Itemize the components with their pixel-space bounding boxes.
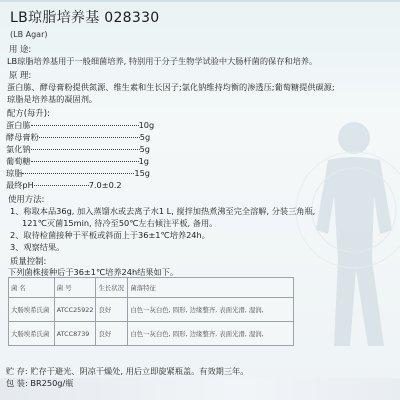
principle-text-line1: 蛋白胨、酵母膏粉提供氮源、维生素和生长因子;氯化钠维持均衡的渗透压;葡萄糖提供碳源; [7,82,335,92]
usage-step-1-cont: 121℃灭菌15min, 待冷至50℃左右倾注平板, 备用。 [22,218,218,228]
colony-feature: 白色一灰白色, 圆形, 边缘整齐, 表面光滑, 湿润, [128,322,294,346]
growth-status: 良好 [96,298,128,322]
purpose-text: LB琼脂培养基用于一般细菌培养, 特别用于分子生物学试验中大肠杆菌的保存和培养。 [7,56,318,66]
formula-item [6,132,150,142]
principle-text-line2: 琼脂是培养基的凝固剂。 [7,94,98,104]
document-title: LB琼脂培养基 028330 [10,10,160,26]
formula-item [6,144,150,154]
leader-dots [31,125,139,126]
column-header: 菌 号 [54,278,96,298]
strain-code: ATCC25922 [54,298,96,322]
qc-heading: 质量控制: [10,256,47,266]
qc-text: 下列菌株接种后于36±1℃培养24h结果如下。 [8,267,179,277]
usage-step-1: 1、称取本品36g, 加入蒸馏水或去离子水1 L, 搅拌加热煮沸至完全溶解, 分装三角瓶, [10,206,316,216]
usage-step-2: 2、取待检菌接种于平板或斜面上于36±1℃培养24h。 [10,230,210,240]
formula-item-value: 1g [138,156,149,166]
strain-code: ATCC8739 [54,322,96,346]
formula-item [6,156,149,166]
formula-item-value: 15g [134,168,151,178]
formula-item-name: 氯化钠 [6,144,31,154]
table-row [9,322,294,346]
leader-dots [34,185,89,186]
table-row [9,298,294,322]
storage-text: 贮 存: 贮存于避光、阴凉干燥处, 用后立即旋紧瓶盖。有效期三年。 [6,366,249,376]
formula-item [6,168,150,178]
formula-item-name: 酵母膏粉 [6,132,39,142]
strain-name: 大肠埃希氏菌 [9,322,55,346]
purpose-heading: 用 途: [9,44,32,54]
package-text: 包 装: BR250g/瓶 [6,378,74,388]
column-header: 菌 名 [9,278,55,298]
qc-table-header [9,278,294,298]
formula-item-name: 葡萄糖 [6,156,31,166]
principle-heading: 原 理: [9,70,32,80]
formula-ph-label: 最终pH [6,180,34,190]
colony-feature: 白色一灰白色, 圆形, 边缘整齐, 表面光滑, 湿润, [128,298,294,322]
leader-dots [31,149,140,150]
strain-name: 大肠埃希氏菌 [9,298,55,322]
formula-ph-row [6,180,122,190]
formula-item-name: 琼脂 [6,168,23,178]
usage-step-3: 3、观察结果。 [10,242,65,252]
column-header: 生长状况 [96,278,128,298]
formula-item-name: 蛋白胨 [6,120,31,130]
leader-dots [22,173,134,174]
leader-dots [39,137,140,138]
growth-status: 良好 [96,322,128,346]
document-subtitle: (LB Agar) [10,30,48,39]
column-header: 菌落特征 [128,278,294,298]
leader-dots [31,161,139,162]
formula-ph-value: 7.0±0.2 [88,180,122,190]
formula-item-value: 10g [138,120,155,130]
usage-heading: 使用方法: [8,194,45,204]
formula-heading: 配方(每升): [7,108,50,118]
formula-item [6,120,154,130]
formula-item-value: 5g [139,144,150,154]
formula-item-value: 5g [139,132,151,142]
qc-table [8,277,294,346]
